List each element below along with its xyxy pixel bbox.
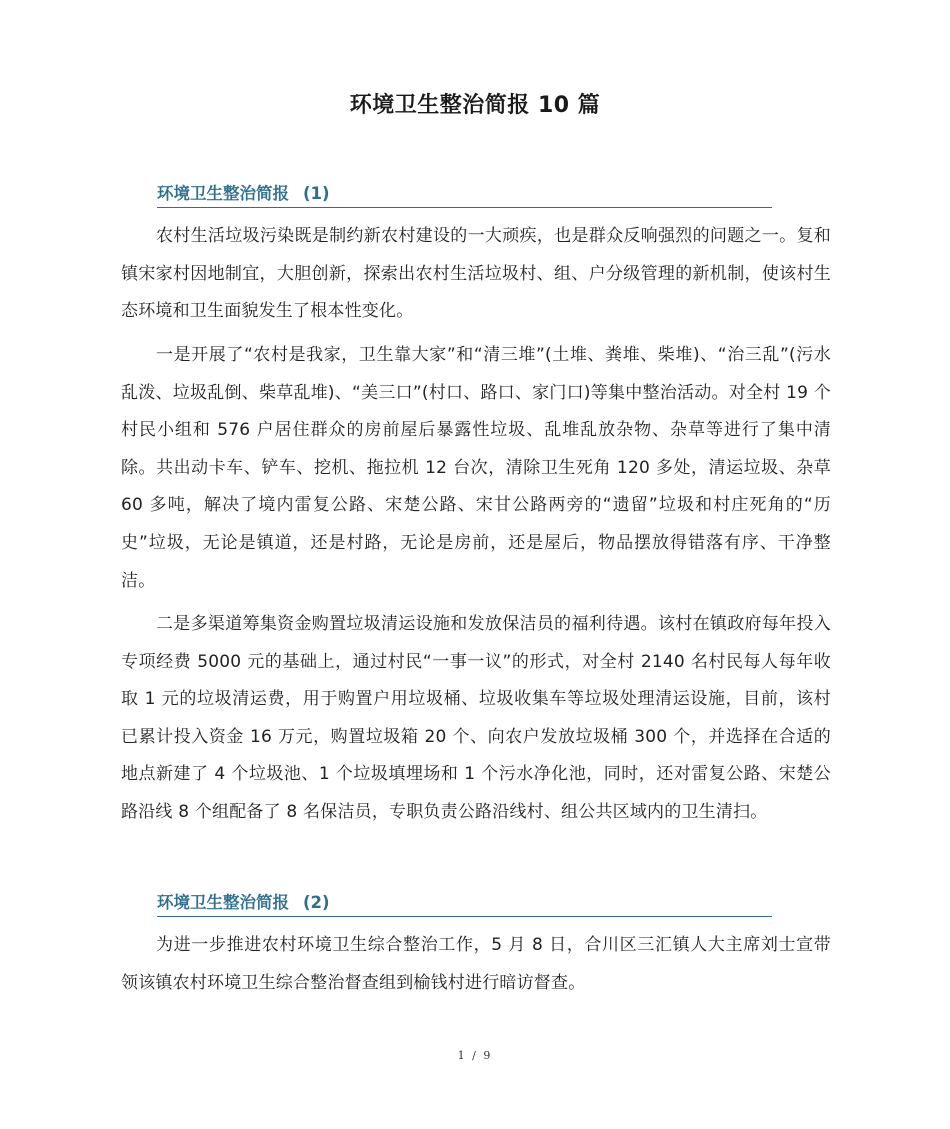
section-heading-text: 环境卫生整治简报 [157,184,289,203]
section-heading-2 [157,887,772,917]
paragraph: 为进一步推进农村环境卫生综合整治工作，5 月 8 日，合川区三汇镇人大主席刘士宣带领该镇农村环境卫生综合整治督查组到榆钱村进行暗访督查。 [121,935,831,993]
paragraph: 农村生活垃圾污染既是制约新农村建设的一大顽疾，也是群众反响强烈的问题之一。复和镇宋家村因地制宜，大胆创新，探索出农村生活垃圾村、组、户分级管理的新机制，使该村生态环境和卫生面貌发生了根本性变化。 [121,226,831,322]
paragraph: 二是多渠道筹集资金购置垃圾清运设施和发放保洁员的福利待遇。该村在镇政府每年投入专项经费 5000 元的基础上，通过村民“一事一议”的形式，对全村 2140 名村民每人每年收取 1 元的垃圾清运费，用于购置户用垃圾桶、垃圾收集车等垃圾处理清运设施，目前，该村已累计投入资金 16 万元，购置垃圾箱 20 个、向农户发放垃圾桶 300 个，并选择在合适的地点新建了 4 个垃圾池、1 个垃圾填埋场和 1 个污水净化池，同时，还对雷复公路、宋楚公路沿线 8 个组配备了 8 名保洁员，专职负责公路沿线村、组公共区域内的卫生清扫。 [121,614,831,822]
section-heading-1 [157,178,772,208]
section-heading-number: (1) [303,184,330,203]
section-heading-text: 环境卫生整治简报 [157,893,289,912]
paragraph: 一是开展了“农村是我家，卫生靠大家”和“清三堆”(土堆、粪堆、柴堆)、“治三乱”(污水乱泼、垃圾乱倒、柴草乱堆)、“美三口”(村口、路口、家门口)等集中整治活动。对全村 19 个村民小组和 576 户居住群众的房前屋后暴露性垃圾、乱堆乱放杂物、杂草等进行了集中清除。共出动卡车、铲车、挖机、拖拉机 12 台次，清除卫生死角 120 多处，清运垃圾、杂草 60 多吨，解决了境内雷复公路、宋楚公路、宋甘公路两旁的“遗留”垃圾和村庄死角的“历史”垃圾，无论是镇道，还是村路，无论是房前，还是屋后，物品摆放得错落有序、干净整洁。 [121,345,831,591]
page-number: 1 / 9 [457,1049,493,1062]
document-title: 环境卫生整治简报 10 篇 [349,93,601,118]
section-heading-number: (2) [303,893,330,912]
